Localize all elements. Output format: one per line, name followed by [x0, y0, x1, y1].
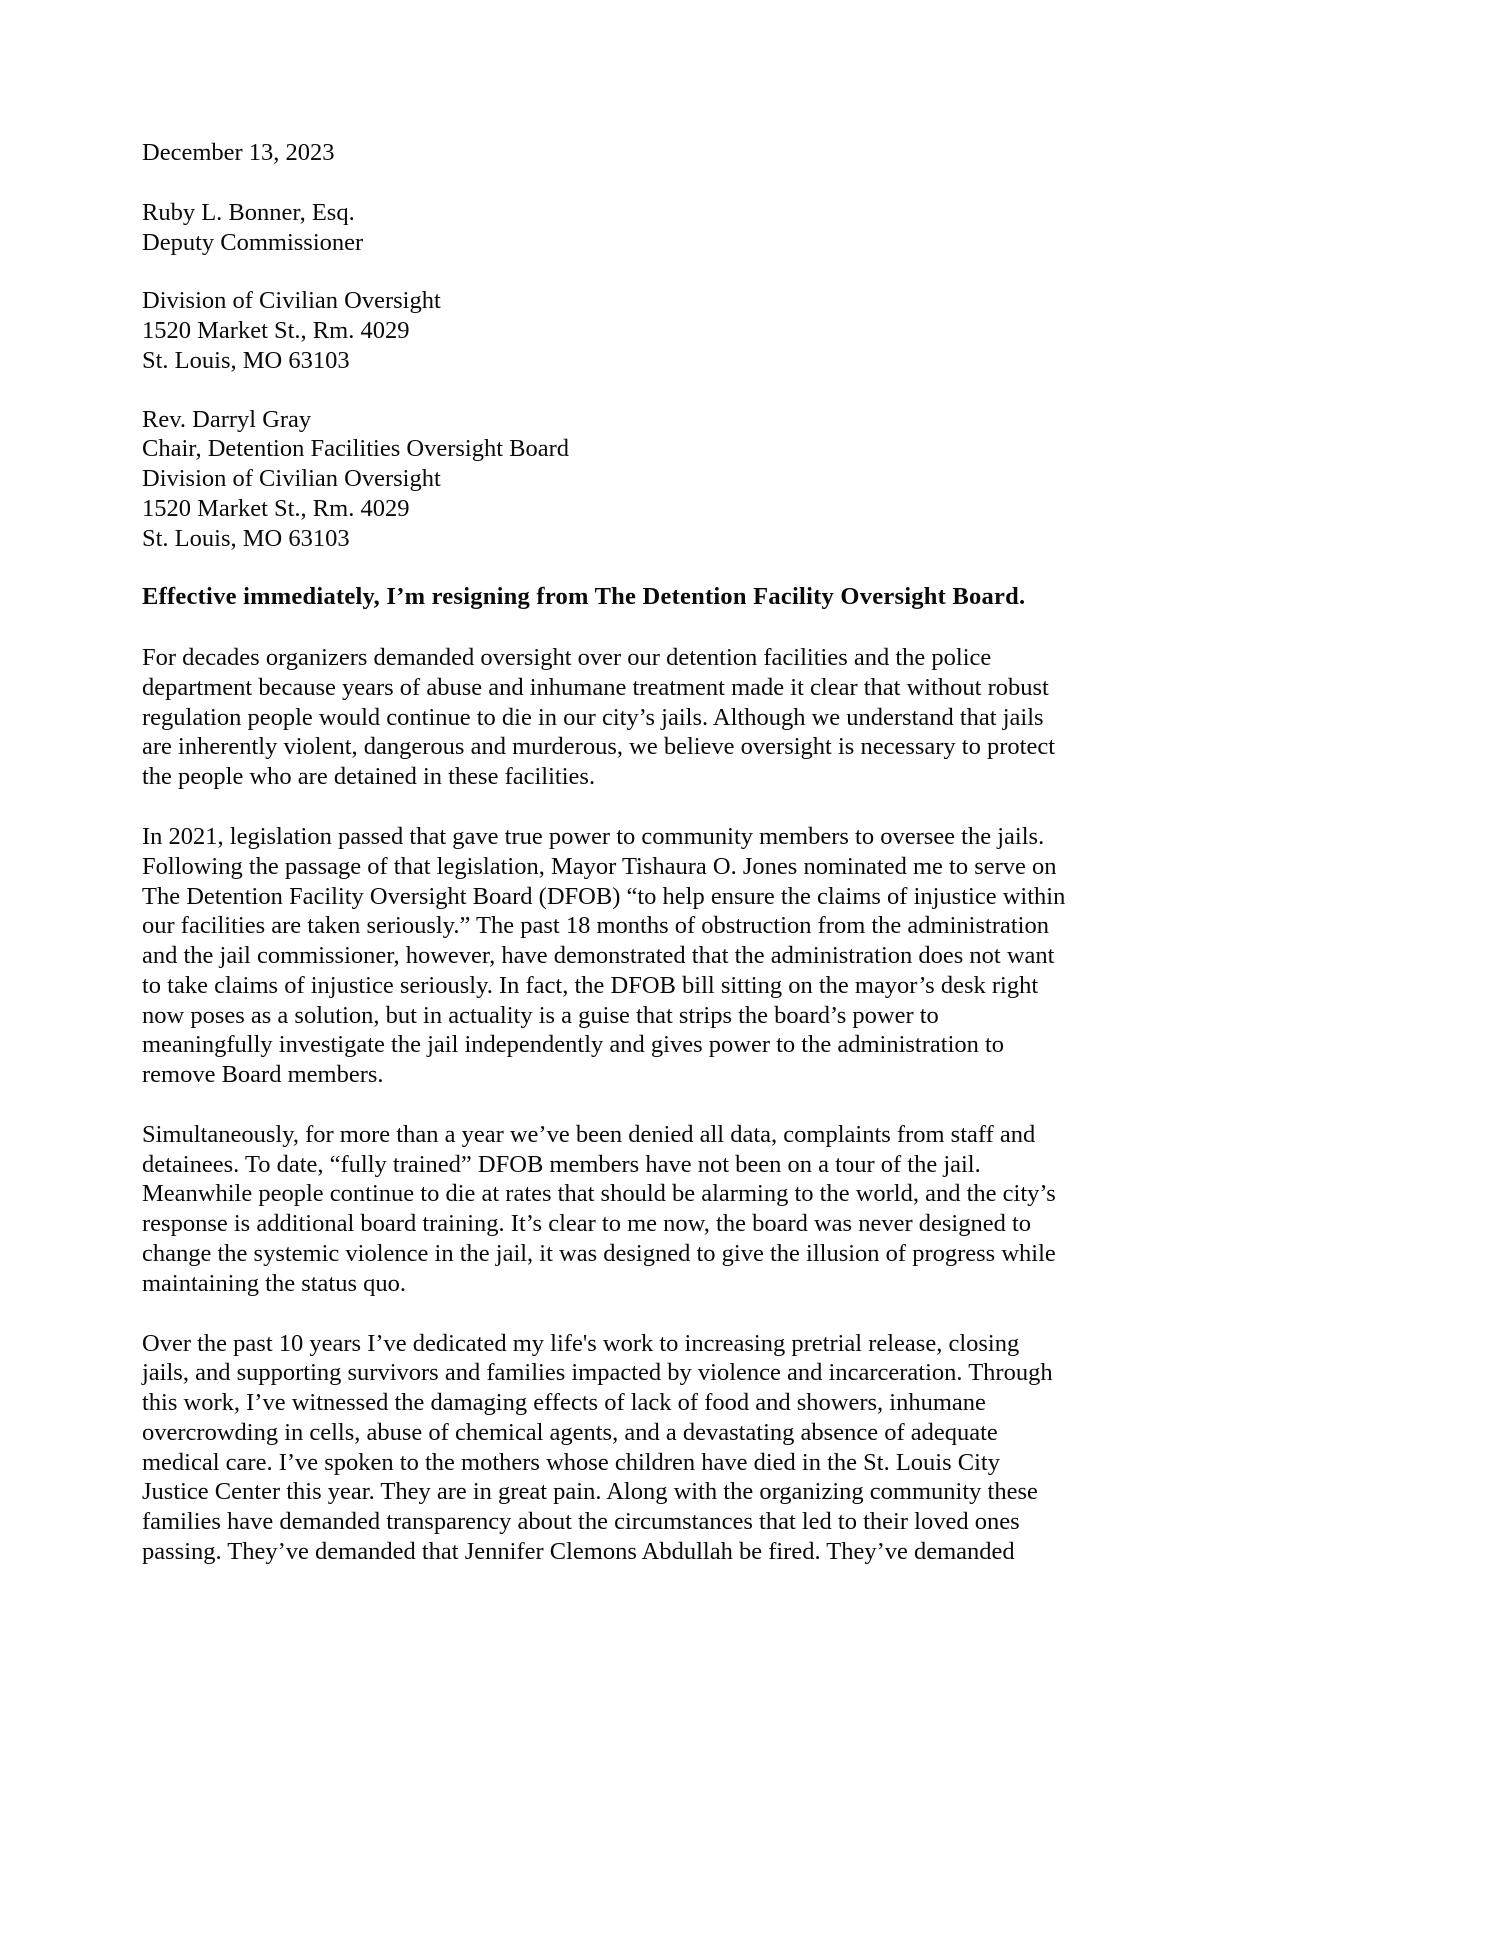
recipient-secondary-name: Rev. Darryl Gray	[142, 405, 312, 433]
recipient-secondary-block	[142, 405, 1068, 554]
body-paragraph-2: In 2021, legislation passed that gave true power to community members to oversee the jails. Following the passage of that legislation, Mayor Tishaura O. Jones nominated me to serve on The Detention Facility Oversight Board (DFOB) “to help ensure the claims of injustice within our facilities are taken seriously.” The past 18 months of obstruction from the administration and the jail commissioner, however, have demonstrated that the administration does not want to take claims of injustice seriously. In fact, the DFOB bill sitting on the mayor’s desk right now poses as a solution, but in actuality is a guise that strips the board’s power to meaningfully investigate the jail independently and gives power to the administration to remove Board members.	[142, 823, 1066, 1089]
recipient-secondary-title: Chair, Detention Facilities Oversight Board	[142, 435, 570, 463]
recipient-primary-city: St. Louis, MO 63103	[142, 346, 350, 374]
letter-date-block	[142, 138, 1068, 168]
recipient-secondary-street: 1520 Market St., Rm. 4029	[142, 494, 410, 522]
letter-body	[142, 138, 1068, 1567]
recipient-primary-org: Division of Civilian Oversight	[142, 287, 441, 315]
body-paragraph-1: For decades organizers demanded oversight over our detention facilities and the police department because years of abuse and inhumane treatment made it clear that without robust regulation people would continue to die in our city’s jails. Although we understand that jails are inherently violent, dangerous and murderous, we believe oversight is necessary to protect the people who are detained in these facilities.	[142, 644, 1056, 791]
recipient-secondary-org: Division of Civilian Oversight	[142, 465, 441, 493]
body-paragraph-4: Over the past 10 years I’ve dedicated my life's work to increasing pretrial release, closing jails, and supporting survivors and families impacted by violence and incarceration. Through this work, I’ve witnessed the damaging effects of lack of food and showers, inhumane overcrowding in cells, abuse of chemical agents, and a devastating absence of adequate medical care. I’ve spoken to the mothers whose children have died in the St. Louis City Justice Center this year. They are in great pain. Along with the organizing community these families have demanded transparency about the circumstances that led to their loved ones passing. They’ve demanded that Jennifer Clemons Abdullah be fired. They’ve demanded	[142, 1329, 1053, 1565]
recipient-secondary-city: St. Louis, MO 63103	[142, 524, 350, 552]
resignation-headline: Effective immediately, I’m resigning from The Detention Facility Oversight Board.	[142, 583, 1026, 611]
body-paragraph-3: Simultaneously, for more than a year we’ve been denied all data, complaints from staff and detainees. To date, “fully trained” DFOB members have not been on a tour of the jail. Meanwhile people continue to die at rates that should be alarming to the world, and the city’s response is additional board training. It’s clear to me now, the board was never designed to change the systemic violence in the jail, it was designed to give the illusion of progress while maintaining the status quo.	[142, 1120, 1056, 1297]
letter-date: December 13, 2023	[142, 139, 335, 166]
recipient-primary-name: Ruby L. Bonner, Esq.	[142, 198, 355, 226]
recipient-primary-title: Deputy Commissioner	[142, 228, 364, 256]
recipient-primary-address	[142, 286, 1068, 375]
recipient-primary-block	[142, 198, 1068, 258]
recipient-primary-street: 1520 Market St., Rm. 4029	[142, 317, 410, 345]
